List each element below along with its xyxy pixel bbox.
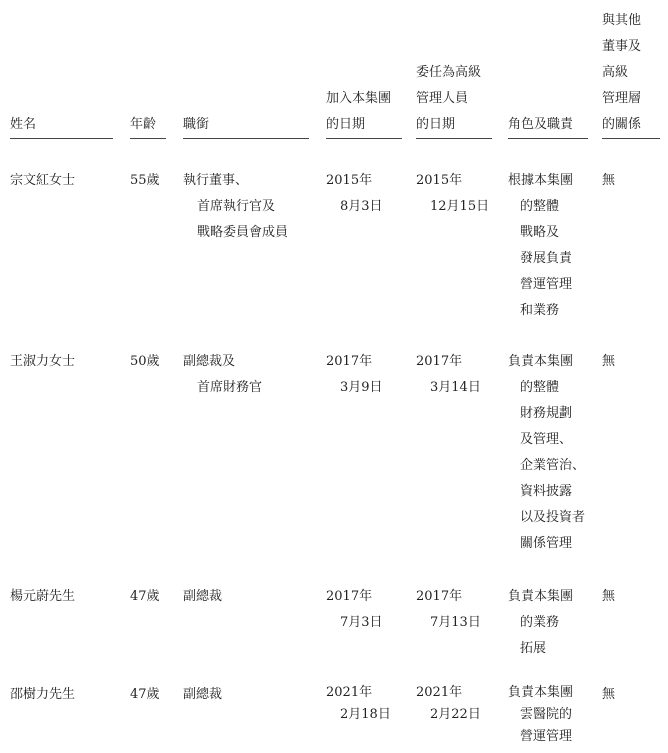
role-line: 負責本集團 (508, 589, 574, 604)
row-position (183, 682, 222, 708)
position-line: 執行董事、 (183, 173, 249, 188)
date-line: 2021年 (326, 685, 373, 700)
role-line: 營運管理 (520, 729, 573, 744)
date-line: 7月3日 (340, 615, 383, 630)
row-age: 50歲 (130, 354, 160, 369)
date-line: 2017年 (326, 589, 373, 604)
date-line: 7月13日 (430, 615, 481, 630)
row-appoint-date (416, 682, 481, 726)
row-name: 邵樹力先生 (10, 687, 76, 702)
date-line: 2月22日 (430, 707, 481, 722)
date-line: 2017年 (326, 354, 373, 369)
role-line: 和業務 (520, 303, 560, 318)
row-appoint-date (416, 584, 481, 636)
header-rule (416, 138, 492, 139)
role-line: 拓展 (520, 641, 547, 656)
role-line: 的整體 (520, 380, 560, 395)
header-role (508, 112, 573, 138)
position-line: 首席執行官及 (197, 199, 276, 214)
role-line: 及管理、 (520, 432, 573, 447)
row-relationship: 無 (602, 687, 616, 702)
header-appoint-date-line: 的日期 (416, 117, 456, 132)
header-position-text: 職銜 (183, 117, 210, 132)
position-line: 副總裁 (183, 589, 223, 604)
role-line: 的業務 (520, 615, 560, 630)
date-line: 2月18日 (340, 707, 391, 722)
date-line: 3月9日 (340, 380, 383, 395)
date-line: 2015年 (326, 173, 373, 188)
position-line: 戰略委員會成員 (197, 225, 289, 240)
role-line: 發展負責 (520, 251, 573, 266)
row-relationship: 無 (602, 173, 616, 188)
role-line: 以及投資者 (520, 510, 586, 525)
position-line: 副總裁及 (183, 354, 236, 369)
role-line: 戰略及 (520, 225, 560, 240)
header-appoint-date (416, 60, 481, 138)
header-join-date-line: 的日期 (326, 117, 366, 132)
row-name: 王淑力女士 (10, 354, 76, 369)
header-join-date (326, 86, 391, 138)
date-line: 2017年 (416, 589, 463, 604)
header-name (10, 112, 36, 138)
row-age: 55歲 (130, 173, 160, 188)
row-relationship: 無 (602, 354, 616, 369)
header-relationship-line: 高級 (602, 65, 629, 80)
role-line: 雲醫院的 (520, 707, 573, 722)
row-appoint-date (416, 168, 489, 220)
row-join-date (326, 168, 383, 220)
role-line: 企業管治、 (520, 458, 586, 473)
row-position (183, 584, 222, 610)
header-relationship-line: 的關係 (602, 117, 642, 132)
role-line: 根據本集團 (508, 173, 574, 188)
date-line: 8月3日 (340, 199, 383, 214)
header-age-text: 年齡 (130, 117, 157, 132)
position-line: 首席財務官 (197, 380, 263, 395)
row-role (508, 168, 573, 324)
role-line: 營運管理 (520, 277, 573, 292)
row-role (508, 349, 585, 557)
header-relationship (602, 8, 641, 138)
date-line: 2017年 (416, 354, 463, 369)
role-line: 的整體 (520, 199, 560, 214)
position-line: 副總裁 (183, 687, 223, 702)
row-join-date (326, 349, 383, 401)
header-role-text: 角色及職責 (508, 117, 574, 132)
role-line: 負責本集團 (508, 685, 574, 700)
date-line: 3月14日 (430, 380, 481, 395)
row-name: 楊元蔚先生 (10, 589, 76, 604)
row-position (183, 168, 288, 246)
row-role (508, 584, 573, 662)
row-relationship: 無 (602, 589, 616, 604)
date-line: 2015年 (416, 173, 463, 188)
row-appoint-date (416, 349, 481, 401)
header-rule (130, 138, 166, 139)
date-line: 12月15日 (430, 199, 490, 214)
row-age: 47歲 (130, 687, 160, 702)
row-role (508, 682, 573, 748)
row-name: 宗文紅女士 (10, 173, 76, 188)
header-relationship-line: 管理層 (602, 91, 642, 106)
header-age (130, 112, 156, 138)
header-rule (602, 138, 660, 139)
role-line: 財務規劃 (520, 406, 573, 421)
header-rule (508, 138, 588, 139)
role-line: 資料披露 (520, 484, 573, 499)
header-rule (326, 138, 402, 139)
row-join-date (326, 682, 391, 726)
header-position (183, 112, 209, 138)
header-join-date-line: 加入本集團 (326, 91, 392, 106)
row-age: 47歲 (130, 589, 160, 604)
header-appoint-date-line: 委任為高級 (416, 65, 482, 80)
role-line: 負責本集團 (508, 354, 574, 369)
header-rule (183, 138, 309, 139)
row-join-date (326, 584, 383, 636)
role-line: 關係管理 (520, 536, 573, 551)
header-appoint-date-line: 管理人員 (416, 91, 469, 106)
date-line: 2021年 (416, 685, 463, 700)
header-name-text: 姓名 (10, 117, 37, 132)
header-relationship-line: 董事及 (602, 39, 642, 54)
row-position (183, 349, 262, 401)
header-relationship-line: 與其他 (602, 13, 642, 28)
header-rule (10, 138, 113, 139)
